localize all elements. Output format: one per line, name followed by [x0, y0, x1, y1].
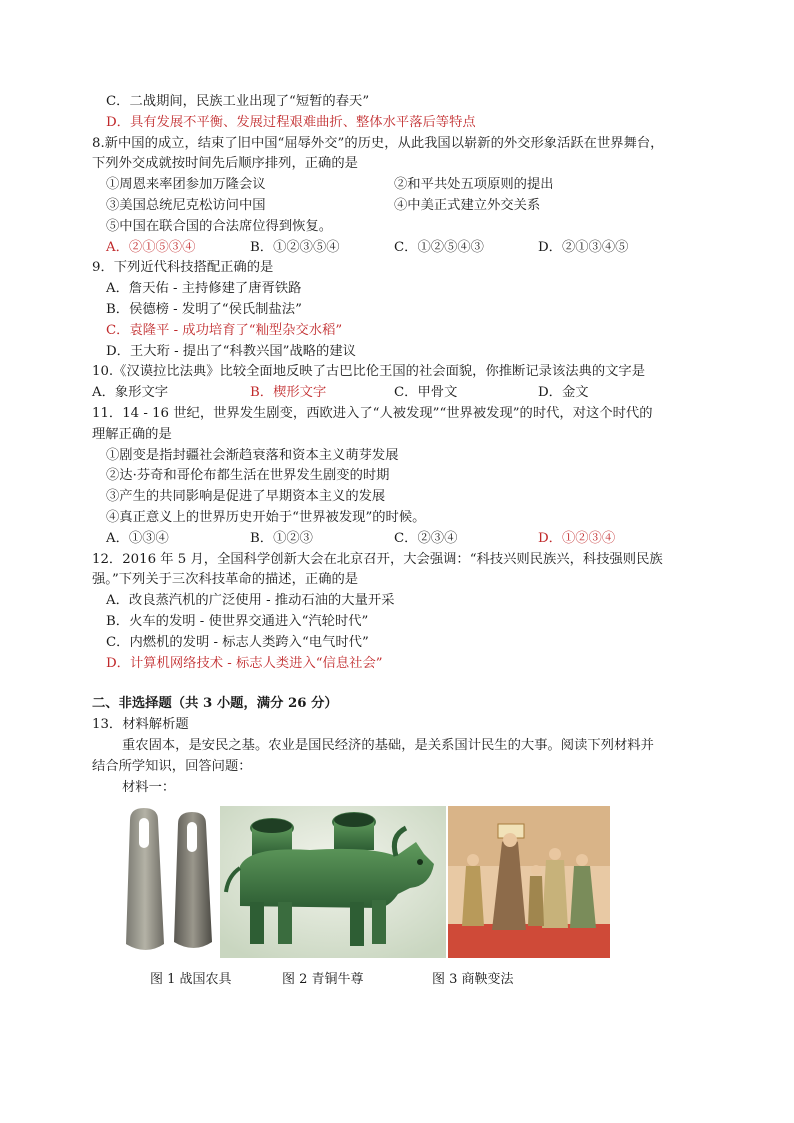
q8-option: B．①②③⑤④: [250, 239, 340, 255]
q9-option: D．王大珩 - 提出了“科教兴国”战略的建议: [106, 343, 356, 359]
q13-intro-cont: 结合所学知识，回答问题：: [92, 758, 252, 774]
q11-options: [92, 529, 712, 550]
q12-option: C．内燃机的发明 - 标志人类跨入“电气时代”: [106, 634, 369, 650]
q8-item: ②和平共处五项原则的提出: [394, 177, 554, 193]
figure-1-farm-tools: [120, 806, 220, 958]
q12-option: B．火车的发明 - 使世界交通进入“汽轮时代”: [106, 613, 369, 629]
q8-option: D．②①③④⑤: [538, 239, 629, 255]
q7-option-c: C．二战期间，民族工业出现了“短暂的春天”: [106, 94, 370, 109]
q9-option: A．詹天佑 - 主持修建了唐胥铁路: [106, 281, 302, 297]
figure-2-caption: 图 2 青铜牛尊: [282, 972, 364, 987]
q12-option-answer: D．计算机网络技术 - 标志人类进入“信息社会”: [106, 655, 383, 671]
q8-item: ①周恩来率团参加万隆会议: [106, 177, 266, 193]
q11-item: ③产生的共同影响是促进了早期资本主义的发展: [106, 489, 386, 505]
q9-option: B．侯德榜 - 发明了“侯氏制盐法”: [106, 301, 302, 317]
q11-option: C．②③④: [394, 530, 458, 546]
q8-stem-cont: 下列外交成就按时间先后顺序排列，正确的是: [92, 156, 358, 172]
q8-stem: 8.新中国的成立，结束了旧中国“屈辱外交”的历史，从此我国以崭新的外交形象活跃在世界舞台，: [92, 135, 664, 151]
q10-options: [92, 383, 712, 404]
q8-option: C．①②⑤④③: [394, 239, 484, 255]
q8-items-row2: [92, 196, 712, 217]
q8-item: ③美国总统尼克松访问中国: [106, 197, 266, 213]
q13-title: 13．材料解析题: [92, 717, 189, 733]
q12-stem: 12．2016 年 5 月，全国科学创新大会在北京召开，大会强调：“科技兴则民族兴，科技强则民族: [92, 551, 663, 567]
q11-stem: 11．14 - 16 世纪，世界发生剧变，西欧进入了“人被发现”“世界被发现”的时代，对这个时代的: [92, 405, 653, 421]
q8-option-answer: A．②①⑤③④: [106, 239, 196, 255]
q10-option-answer: B．楔形文字: [250, 385, 327, 401]
q11-option: A．①③④: [106, 530, 169, 546]
q8-item: ⑤中国在联合国的合法席位得到恢复。: [106, 218, 333, 234]
q13-intro: 重农固本，是安民之基。农业是国民经济的基础，是关系国计民生的大事。阅读下列材料并: [122, 737, 654, 753]
q11-item: ①剧变是指封疆社会渐趋衰落和资本主义萌芽发展: [106, 447, 399, 463]
section-title: 二、非选择题（共 3 小题，满分 26 分）: [92, 696, 338, 712]
q7-option-d-answer: D．具有发展不平衡、发展过程艰难曲折、整体水平落后等特点: [106, 114, 476, 130]
figure-3-shang-yang-reform: [448, 806, 610, 958]
q11-item: ②达·芬奇和哥伦布都生活在世界发生剧变的时期: [106, 468, 390, 484]
q11-option: B．①②③: [250, 530, 313, 546]
material-label: 材料一：: [122, 779, 176, 795]
exam-page: [92, 92, 712, 798]
q10-stem: 10.《汉谟拉比法典》比较全面地反映了古巴比伦王国的社会面貌，你推断记录该法典的文字是: [92, 364, 646, 380]
q10-option: C．甲骨文: [394, 385, 458, 401]
q12-option: A．改良蒸汽机的广泛使用 - 推动石油的大量开采: [106, 593, 395, 609]
q11-stem-cont: 理解正确的是: [92, 426, 172, 442]
q12-stem-cont: 强。”下列关于三次科技革命的描述，正确的是: [92, 572, 359, 588]
q9-stem: 9．下列近代科技搭配正确的是: [92, 260, 274, 276]
q11-option-answer: D．①②③④: [538, 530, 616, 546]
q11-item: ④真正意义上的世界历史开始于“世界被发现”的时候。: [106, 509, 426, 525]
q8-items-row1: [92, 175, 712, 196]
figure-2-bronze-ox: [220, 806, 446, 958]
q10-option: A．象形文字: [92, 385, 169, 401]
q8-options: [92, 238, 712, 259]
q10-option: D．金文: [538, 385, 589, 401]
material-figures: [120, 806, 620, 966]
figure-1-caption: 图 1 战国农具: [150, 972, 232, 987]
q8-item: ④中美正式建立外交关系: [394, 197, 541, 213]
q9-option-answer: C．袁隆平 - 成功培育了“籼型杂交水稻”: [106, 322, 343, 338]
figure-3-caption: 图 3 商鞅变法: [432, 972, 514, 987]
